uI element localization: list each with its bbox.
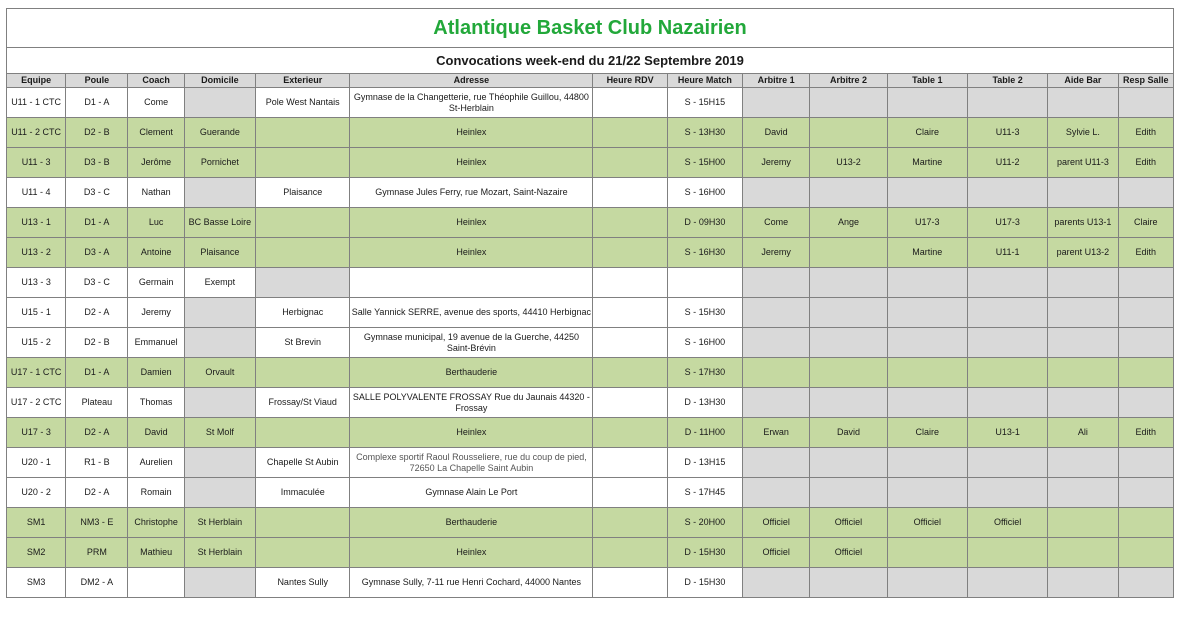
- cell-rdv: [593, 118, 667, 148]
- cell-arb2: [810, 358, 887, 388]
- cell-match: S - 15H00: [667, 148, 742, 178]
- header-domicile: Domicile: [184, 74, 255, 88]
- cell-exterieur: [256, 238, 350, 268]
- page-subtitle: Convocations week-end du 21/22 Septembre 2019: [7, 48, 1174, 74]
- cell-match: S - 15H15: [667, 88, 742, 118]
- cell-exterieur: Nantes Sully: [256, 568, 350, 598]
- table-row: [7, 148, 1174, 178]
- cell-adresse: Heinlex: [350, 418, 593, 448]
- cell-table2: [967, 568, 1047, 598]
- cell-poule: D1 - A: [66, 358, 128, 388]
- cell-arb1: [743, 328, 810, 358]
- cell-rdv: [593, 328, 667, 358]
- cell-exterieur: [256, 118, 350, 148]
- cell-rdv: [593, 298, 667, 328]
- header-adresse: Adresse: [350, 74, 593, 88]
- cell-table2: U17-3: [967, 208, 1047, 238]
- table-header: [7, 74, 1174, 88]
- cell-aide: [1048, 328, 1118, 358]
- cell-table1: Officiel: [887, 508, 967, 538]
- cell-rdv: [593, 178, 667, 208]
- cell-match: S - 17H30: [667, 358, 742, 388]
- cell-aide: parents U13-1: [1048, 208, 1118, 238]
- cell-adresse: Heinlex: [350, 538, 593, 568]
- cell-domicile: [184, 388, 255, 418]
- cell-resp: [1118, 88, 1173, 118]
- header-heure-rdv: Heure RDV: [593, 74, 667, 88]
- cell-table1: [887, 388, 967, 418]
- cell-adresse: SALLE POLYVALENTE FROSSAY Rue du Jaunais 44320 - Frossay: [350, 388, 593, 418]
- cell-arb2: [810, 88, 887, 118]
- table-row: [7, 568, 1174, 598]
- cell-resp: [1118, 478, 1173, 508]
- cell-rdv: [593, 88, 667, 118]
- cell-arb1: [743, 478, 810, 508]
- cell-resp: [1118, 538, 1173, 568]
- cell-poule: D2 - B: [66, 328, 128, 358]
- cell-rdv: [593, 238, 667, 268]
- cell-domicile: [184, 328, 255, 358]
- cell-rdv: [593, 568, 667, 598]
- header-exterieur: Exterieur: [256, 74, 350, 88]
- cell-coach: Emmanuel: [128, 328, 184, 358]
- cell-arb2: [810, 328, 887, 358]
- table-row: [7, 328, 1174, 358]
- cell-coach: Come: [128, 88, 184, 118]
- cell-equipe: U15 - 2: [7, 328, 66, 358]
- cell-equipe: U13 - 2: [7, 238, 66, 268]
- page-title: Atlantique Basket Club Nazairien: [7, 9, 1174, 48]
- cell-table1: [887, 88, 967, 118]
- cell-adresse: Gymnase municipal, 19 avenue de la Guerche, 44250 Saint-Brévin: [350, 328, 593, 358]
- cell-rdv: [593, 418, 667, 448]
- cell-resp: [1118, 328, 1173, 358]
- cell-table2: U13-1: [967, 418, 1047, 448]
- table-row: [7, 178, 1174, 208]
- cell-adresse: Salle Yannick SERRE, avenue des sports, 44410 Herbignac: [350, 298, 593, 328]
- cell-arb2: [810, 568, 887, 598]
- table-row: [7, 118, 1174, 148]
- cell-domicile: [184, 478, 255, 508]
- cell-arb1: Erwan: [743, 418, 810, 448]
- cell-domicile: St Molf: [184, 418, 255, 448]
- header-coach: Coach: [128, 74, 184, 88]
- header-poule: Poule: [66, 74, 128, 88]
- cell-rdv: [593, 388, 667, 418]
- cell-table1: [887, 478, 967, 508]
- cell-domicile: Pornichet: [184, 148, 255, 178]
- table-row: [7, 238, 1174, 268]
- cell-aide: [1048, 358, 1118, 388]
- cell-coach: [128, 568, 184, 598]
- table-row: [7, 388, 1174, 418]
- cell-arb2: [810, 478, 887, 508]
- cell-coach: Nathan: [128, 178, 184, 208]
- cell-table1: [887, 178, 967, 208]
- cell-arb2: David: [810, 418, 887, 448]
- cell-poule: D2 - A: [66, 478, 128, 508]
- header-table-1: Table 1: [887, 74, 967, 88]
- cell-arb2: [810, 448, 887, 478]
- cell-table2: Officiel: [967, 508, 1047, 538]
- cell-aide: [1048, 568, 1118, 598]
- cell-match: D - 15H30: [667, 568, 742, 598]
- cell-arb1: Jeremy: [743, 238, 810, 268]
- cell-coach: Damien: [128, 358, 184, 388]
- cell-exterieur: [256, 148, 350, 178]
- cell-arb1: [743, 178, 810, 208]
- cell-poule: D2 - A: [66, 298, 128, 328]
- cell-exterieur: St Brevin: [256, 328, 350, 358]
- cell-table1: [887, 448, 967, 478]
- cell-poule: D3 - A: [66, 238, 128, 268]
- cell-aide: parent U13-2: [1048, 238, 1118, 268]
- cell-exterieur: [256, 208, 350, 238]
- table-row: [7, 298, 1174, 328]
- cell-equipe: U15 - 1: [7, 298, 66, 328]
- header-resp-salle: Resp Salle: [1118, 74, 1173, 88]
- cell-coach: Thomas: [128, 388, 184, 418]
- cell-domicile: Plaisance: [184, 238, 255, 268]
- cell-domicile: Guerande: [184, 118, 255, 148]
- cell-resp: [1118, 568, 1173, 598]
- cell-adresse: [350, 268, 593, 298]
- cell-arb1: David: [743, 118, 810, 148]
- cell-arb1: [743, 268, 810, 298]
- cell-match: D - 13H30: [667, 388, 742, 418]
- cell-aide: [1048, 538, 1118, 568]
- cell-adresse: Gymnase Alain Le Port: [350, 478, 593, 508]
- convocations-table: [6, 8, 1174, 598]
- cell-table1: Martine: [887, 238, 967, 268]
- cell-coach: Jerôme: [128, 148, 184, 178]
- cell-exterieur: [256, 358, 350, 388]
- cell-table2: [967, 478, 1047, 508]
- cell-table1: [887, 298, 967, 328]
- cell-equipe: U20 - 1: [7, 448, 66, 478]
- cell-equipe: U11 - 1 CTC: [7, 88, 66, 118]
- cell-domicile: [184, 298, 255, 328]
- cell-table2: U11-1: [967, 238, 1047, 268]
- cell-exterieur: Pole West Nantais: [256, 88, 350, 118]
- cell-match: D - 13H15: [667, 448, 742, 478]
- cell-equipe: U11 - 3: [7, 148, 66, 178]
- table-row: [7, 478, 1174, 508]
- cell-table2: [967, 448, 1047, 478]
- cell-table2: [967, 538, 1047, 568]
- cell-arb2: Ange: [810, 208, 887, 238]
- cell-adresse: Complexe sportif Raoul Rousseliere, rue du coup de pied, 72650 La Chapelle Saint Aubin: [350, 448, 593, 478]
- cell-match: S - 13H30: [667, 118, 742, 148]
- cell-adresse: Heinlex: [350, 148, 593, 178]
- cell-table1: Claire: [887, 118, 967, 148]
- cell-resp: Edith: [1118, 418, 1173, 448]
- cell-adresse: Gymnase de la Changetterie, rue Théophile Guillou, 44800 St-Herblain: [350, 88, 593, 118]
- table-row: [7, 508, 1174, 538]
- cell-match: S - 20H00: [667, 508, 742, 538]
- cell-poule: DM2 - A: [66, 568, 128, 598]
- cell-adresse: Heinlex: [350, 118, 593, 148]
- cell-equipe: SM3: [7, 568, 66, 598]
- cell-coach: Germain: [128, 268, 184, 298]
- header-arbitre-2: Arbitre 2: [810, 74, 887, 88]
- cell-rdv: [593, 478, 667, 508]
- cell-domicile: [184, 178, 255, 208]
- cell-coach: Clement: [128, 118, 184, 148]
- cell-exterieur: Immaculée: [256, 478, 350, 508]
- cell-equipe: SM1: [7, 508, 66, 538]
- cell-arb2: Officiel: [810, 508, 887, 538]
- cell-match: S - 16H30: [667, 238, 742, 268]
- cell-arb2: [810, 388, 887, 418]
- cell-equipe: U20 - 2: [7, 478, 66, 508]
- cell-resp: [1118, 388, 1173, 418]
- cell-aide: Ali: [1048, 418, 1118, 448]
- cell-exterieur: Herbignac: [256, 298, 350, 328]
- cell-resp: [1118, 448, 1173, 478]
- convocations-sheet: [6, 8, 1174, 598]
- cell-match: D - 15H30: [667, 538, 742, 568]
- cell-rdv: [593, 358, 667, 388]
- cell-aide: Sylvie L.: [1048, 118, 1118, 148]
- cell-domicile: Orvault: [184, 358, 255, 388]
- cell-resp: Edith: [1118, 238, 1173, 268]
- cell-arb2: Officiel: [810, 538, 887, 568]
- cell-arb1: [743, 568, 810, 598]
- cell-table2: [967, 178, 1047, 208]
- header-table-2: Table 2: [967, 74, 1047, 88]
- cell-domicile: St Herblain: [184, 508, 255, 538]
- cell-aide: [1048, 478, 1118, 508]
- cell-coach: Antoine: [128, 238, 184, 268]
- cell-aide: [1048, 88, 1118, 118]
- cell-adresse: Heinlex: [350, 208, 593, 238]
- cell-table1: [887, 268, 967, 298]
- header-equipe: Equipe: [7, 74, 66, 88]
- cell-poule: D2 - B: [66, 118, 128, 148]
- cell-table2: U11-3: [967, 118, 1047, 148]
- cell-rdv: [593, 448, 667, 478]
- cell-exterieur: Plaisance: [256, 178, 350, 208]
- cell-equipe: U13 - 3: [7, 268, 66, 298]
- cell-resp: Edith: [1118, 148, 1173, 178]
- cell-aide: [1048, 388, 1118, 418]
- cell-arb1: [743, 358, 810, 388]
- cell-aide: [1048, 268, 1118, 298]
- cell-adresse: Heinlex: [350, 238, 593, 268]
- cell-poule: D3 - C: [66, 268, 128, 298]
- cell-resp: Claire: [1118, 208, 1173, 238]
- cell-arb2: U13-2: [810, 148, 887, 178]
- cell-arb1: [743, 388, 810, 418]
- cell-resp: Edith: [1118, 118, 1173, 148]
- cell-match: S - 16H00: [667, 178, 742, 208]
- cell-table2: [967, 88, 1047, 118]
- cell-aide: [1048, 508, 1118, 538]
- cell-domicile: [184, 568, 255, 598]
- cell-table1: Martine: [887, 148, 967, 178]
- cell-coach: Mathieu: [128, 538, 184, 568]
- cell-arb1: Come: [743, 208, 810, 238]
- header-heure-match: Heure Match: [667, 74, 742, 88]
- table-row: [7, 418, 1174, 448]
- cell-arb2: [810, 298, 887, 328]
- cell-arb1: Officiel: [743, 538, 810, 568]
- cell-resp: [1118, 178, 1173, 208]
- cell-match: S - 15H30: [667, 298, 742, 328]
- cell-arb1: Officiel: [743, 508, 810, 538]
- cell-exterieur: [256, 508, 350, 538]
- cell-domicile: Exempt: [184, 268, 255, 298]
- cell-rdv: [593, 538, 667, 568]
- cell-table1: [887, 328, 967, 358]
- cell-adresse: Berthauderie: [350, 508, 593, 538]
- cell-resp: [1118, 298, 1173, 328]
- cell-table1: [887, 538, 967, 568]
- cell-table2: [967, 328, 1047, 358]
- cell-coach: Romain: [128, 478, 184, 508]
- cell-domicile: [184, 448, 255, 478]
- cell-coach: Aurelien: [128, 448, 184, 478]
- cell-rdv: [593, 508, 667, 538]
- cell-table1: [887, 358, 967, 388]
- header-aide-bar: Aide Bar: [1048, 74, 1118, 88]
- cell-match: [667, 268, 742, 298]
- cell-equipe: U11 - 4: [7, 178, 66, 208]
- cell-aide: [1048, 298, 1118, 328]
- header-arbitre-1: Arbitre 1: [743, 74, 810, 88]
- cell-equipe: U17 - 3: [7, 418, 66, 448]
- cell-table2: [967, 358, 1047, 388]
- cell-aide: parent U11-3: [1048, 148, 1118, 178]
- cell-poule: D3 - B: [66, 148, 128, 178]
- cell-arb2: [810, 178, 887, 208]
- cell-arb2: [810, 268, 887, 298]
- cell-match: D - 09H30: [667, 208, 742, 238]
- cell-aide: [1048, 178, 1118, 208]
- cell-resp: [1118, 508, 1173, 538]
- cell-domicile: St Herblain: [184, 538, 255, 568]
- cell-coach: David: [128, 418, 184, 448]
- cell-arb1: Jeremy: [743, 148, 810, 178]
- cell-table1: U17-3: [887, 208, 967, 238]
- cell-rdv: [593, 268, 667, 298]
- table-row: [7, 268, 1174, 298]
- cell-coach: Luc: [128, 208, 184, 238]
- cell-exterieur: Chapelle St Aubin: [256, 448, 350, 478]
- cell-equipe: SM2: [7, 538, 66, 568]
- cell-exterieur: Frossay/St Viaud: [256, 388, 350, 418]
- table-row: [7, 448, 1174, 478]
- cell-poule: D2 - A: [66, 418, 128, 448]
- cell-poule: D3 - C: [66, 178, 128, 208]
- cell-arb2: [810, 118, 887, 148]
- cell-adresse: Gymnase Jules Ferry, rue Mozart, Saint-Nazaire: [350, 178, 593, 208]
- cell-table1: Claire: [887, 418, 967, 448]
- cell-arb2: [810, 238, 887, 268]
- cell-coach: Jeremy: [128, 298, 184, 328]
- cell-arb1: [743, 448, 810, 478]
- cell-resp: [1118, 268, 1173, 298]
- cell-arb1: [743, 298, 810, 328]
- cell-rdv: [593, 208, 667, 238]
- cell-table2: U11-2: [967, 148, 1047, 178]
- cell-adresse: Berthauderie: [350, 358, 593, 388]
- table-row: [7, 208, 1174, 238]
- table-row: [7, 358, 1174, 388]
- cell-table2: [967, 388, 1047, 418]
- cell-rdv: [593, 148, 667, 178]
- cell-equipe: U13 - 1: [7, 208, 66, 238]
- cell-arb1: [743, 88, 810, 118]
- cell-equipe: U17 - 2 CTC: [7, 388, 66, 418]
- cell-poule: R1 - B: [66, 448, 128, 478]
- table-row: [7, 538, 1174, 568]
- cell-aide: [1048, 448, 1118, 478]
- cell-exterieur: [256, 538, 350, 568]
- cell-coach: Christophe: [128, 508, 184, 538]
- cell-table2: [967, 268, 1047, 298]
- cell-equipe: U17 - 1 CTC: [7, 358, 66, 388]
- cell-exterieur: [256, 268, 350, 298]
- cell-match: S - 17H45: [667, 478, 742, 508]
- cell-domicile: [184, 88, 255, 118]
- cell-match: S - 16H00: [667, 328, 742, 358]
- cell-poule: Plateau: [66, 388, 128, 418]
- cell-table1: [887, 568, 967, 598]
- cell-match: D - 11H00: [667, 418, 742, 448]
- cell-poule: D1 - A: [66, 88, 128, 118]
- cell-poule: D1 - A: [66, 208, 128, 238]
- cell-adresse: Gymnase Sully, 7-11 rue Henri Cochard, 44000 Nantes: [350, 568, 593, 598]
- cell-resp: [1118, 358, 1173, 388]
- table-row: [7, 88, 1174, 118]
- cell-poule: PRM: [66, 538, 128, 568]
- cell-exterieur: [256, 418, 350, 448]
- cell-equipe: U11 - 2 CTC: [7, 118, 66, 148]
- cell-table2: [967, 298, 1047, 328]
- cell-domicile: BC Basse Loire: [184, 208, 255, 238]
- cell-poule: NM3 - E: [66, 508, 128, 538]
